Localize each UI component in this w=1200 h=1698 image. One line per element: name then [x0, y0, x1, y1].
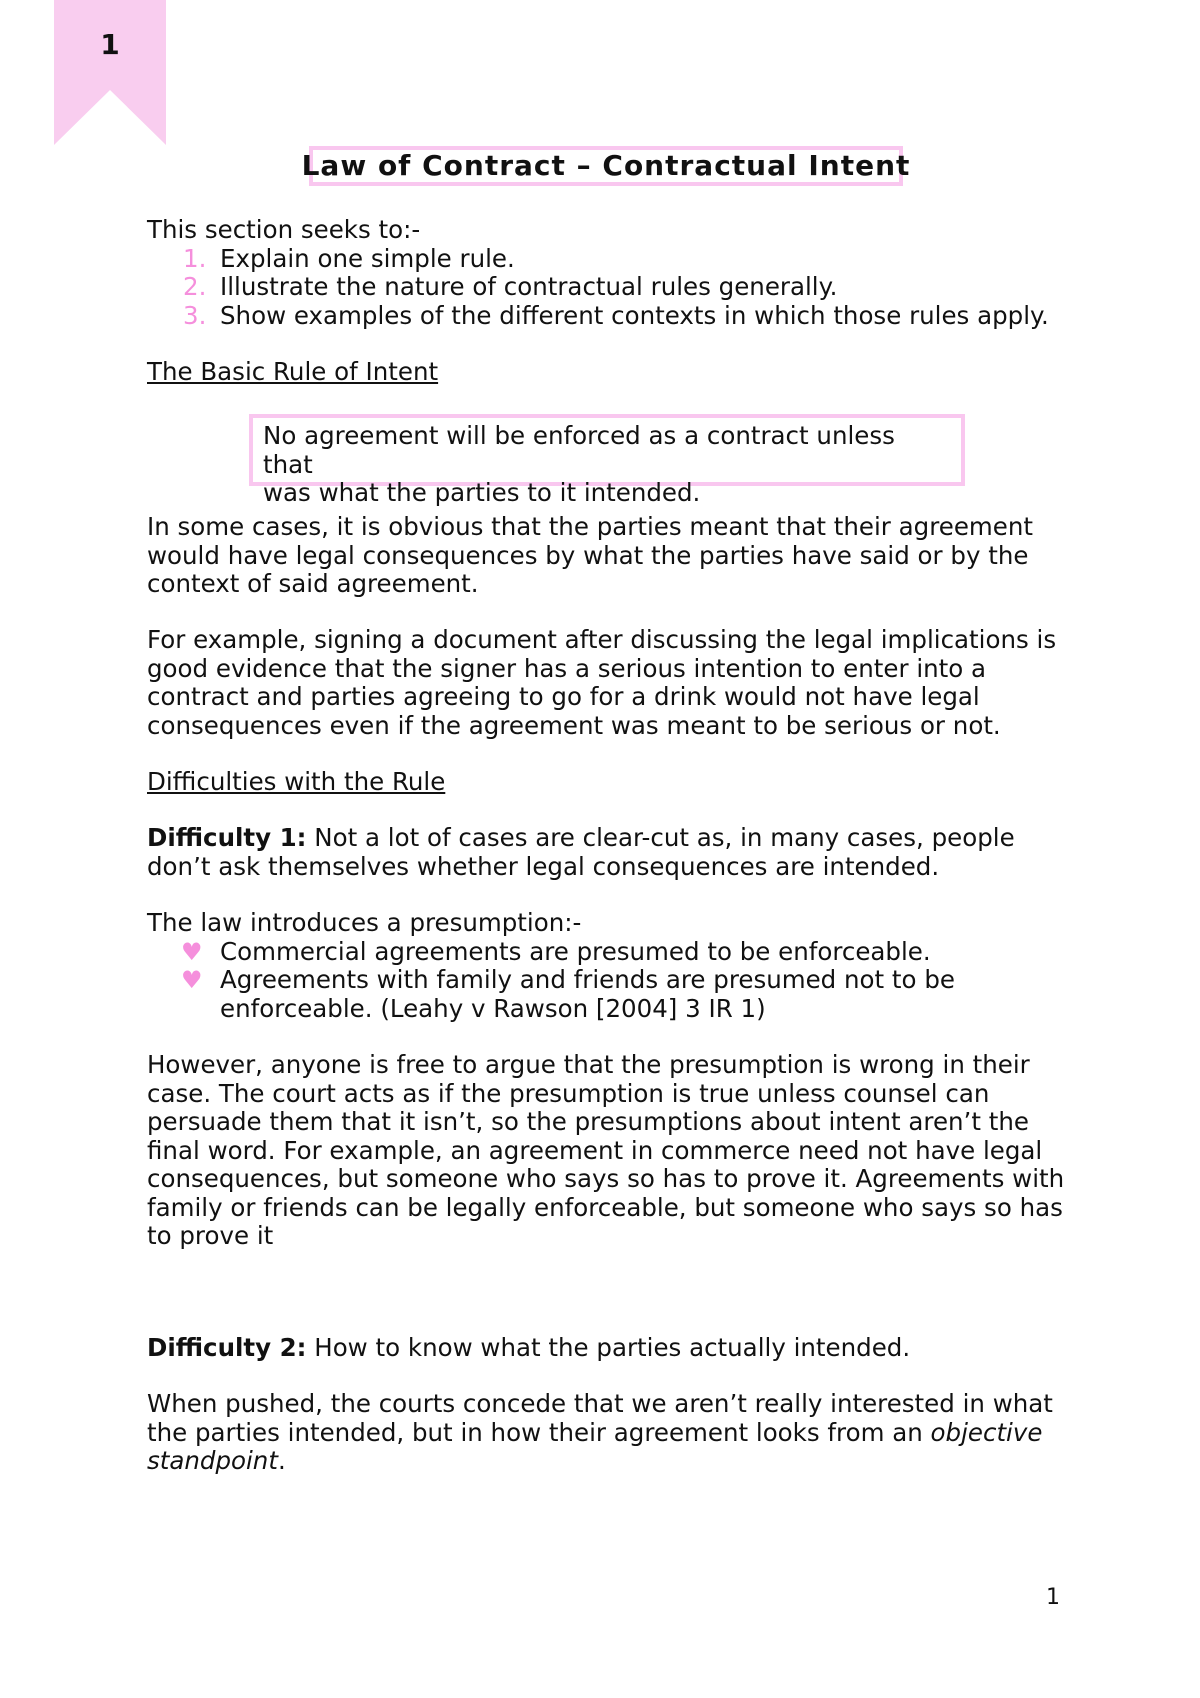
heart-bullet-icon: ♥ — [181, 966, 203, 994]
text-line — [147, 824, 1067, 853]
ribbon-bookmark — [54, 0, 166, 145]
text-line: When pushed, the courts concede that we aren’t really interested in what — [147, 1389, 1053, 1418]
title-box — [301, 146, 911, 186]
list-text: enforceable. (Leahy v Rawson [2004] 3 IR 1) — [220, 993, 766, 1023]
paragraph-objective — [147, 1390, 1067, 1476]
list-text: Explain one simple rule. — [220, 243, 515, 273]
list-item — [147, 938, 1067, 967]
text-line: context of said agreement. — [147, 569, 479, 598]
list-number: 2. — [183, 272, 207, 301]
text-line: consequences, but someone who says so has to prove it. Agreements with — [147, 1164, 1065, 1193]
difficulty-1 — [147, 824, 1067, 881]
text-line: case. The court acts as if the presumption is true unless counsel can — [147, 1078, 990, 1108]
intro-lead: This section seeks to:- — [147, 215, 421, 244]
text-line — [147, 1447, 1067, 1476]
list-number: 1. — [183, 243, 207, 273]
rule-line-1: No agreement will be enforced as a contract unless that — [263, 421, 895, 479]
page-title: Law of Contract – Contractual Intent — [301, 148, 911, 182]
italic-text: objective — [930, 1417, 1043, 1447]
difficulty-1-label: Difficulty 1: — [147, 823, 307, 852]
text-line: would have legal consequences by what the parties have said or by the — [147, 540, 1029, 570]
intro-section — [147, 216, 1067, 330]
difficulty-2-text: How to know what the parties actually intended. — [306, 1333, 911, 1362]
difficulty-2-label: Difficulty 2: — [147, 1333, 307, 1362]
list-text: Show examples of the different contexts in which those rules apply. — [220, 300, 1049, 330]
paragraph-however — [147, 1051, 1067, 1251]
basic-rule-heading: The Basic Rule of Intent — [147, 357, 439, 386]
rule-line-2: was what the parties to it intended. — [263, 478, 701, 507]
presumption-list — [147, 938, 1067, 1024]
list-text: Commercial agreements are presumed to be enforceable. — [220, 936, 931, 966]
list-item — [147, 245, 1067, 274]
paragraph-example — [147, 626, 1067, 740]
text-line — [147, 1419, 1067, 1448]
text-line: However, anyone is free to argue that the presumption is wrong in their — [147, 1050, 1030, 1079]
text-span: . — [277, 1446, 286, 1475]
text-line: consequences even if the agreement was meant to be serious or not. — [147, 710, 1001, 740]
text-line: In some cases, it is obvious that the parties meant that their agreement — [147, 512, 1033, 541]
difficulty-2 — [147, 1334, 1067, 1363]
text-line: final word. For example, an agreement in commerce need not have legal — [147, 1135, 1043, 1165]
rule-box — [249, 414, 965, 507]
list-item — [147, 302, 1067, 331]
italic-text: standpoint — [147, 1446, 278, 1475]
paragraph-obvious-cases — [147, 513, 1067, 599]
page-number: 1 — [1046, 1585, 1060, 1610]
text-line: persuade them that it isn’t, so the presumptions about intent aren’t the — [147, 1107, 1029, 1136]
list-item — [147, 966, 1067, 1023]
ribbon-shape — [54, 0, 166, 145]
difficulty-1-text: Not a lot of cases are clear-cut as, in many cases, people — [306, 823, 1015, 852]
heart-bullet-icon: ♥ — [181, 937, 203, 966]
difficulties-heading: Difficulties with the Rule — [147, 767, 446, 796]
text-line: For example, signing a document after discussing the legal implications is — [147, 625, 1057, 654]
intro-list — [147, 245, 1067, 331]
list-text: Agreements with family and friends are presumed not to be — [220, 965, 955, 994]
presumption-lead: The law introduces a presumption:- — [147, 908, 582, 937]
list-number: 3. — [183, 300, 207, 330]
presumption-section — [147, 909, 1067, 1023]
list-item — [147, 273, 1067, 302]
text-line: don’t ask themselves whether legal consequences are intended. — [147, 851, 940, 881]
text-line: good evidence that the signer has a serious intention to enter into a — [147, 653, 987, 683]
text-line: contract and parties agreeing to go for a drink would not have legal — [147, 682, 980, 711]
text-line: to prove it — [147, 1221, 274, 1250]
text-line: family or friends can be legally enforceable, but someone who says so has — [147, 1192, 1063, 1222]
ribbon-number: 1 — [100, 28, 120, 61]
text-span: the parties intended, but in how their agreement looks from an — [147, 1417, 931, 1447]
list-text: Illustrate the nature of contractual rules generally. — [220, 272, 838, 301]
